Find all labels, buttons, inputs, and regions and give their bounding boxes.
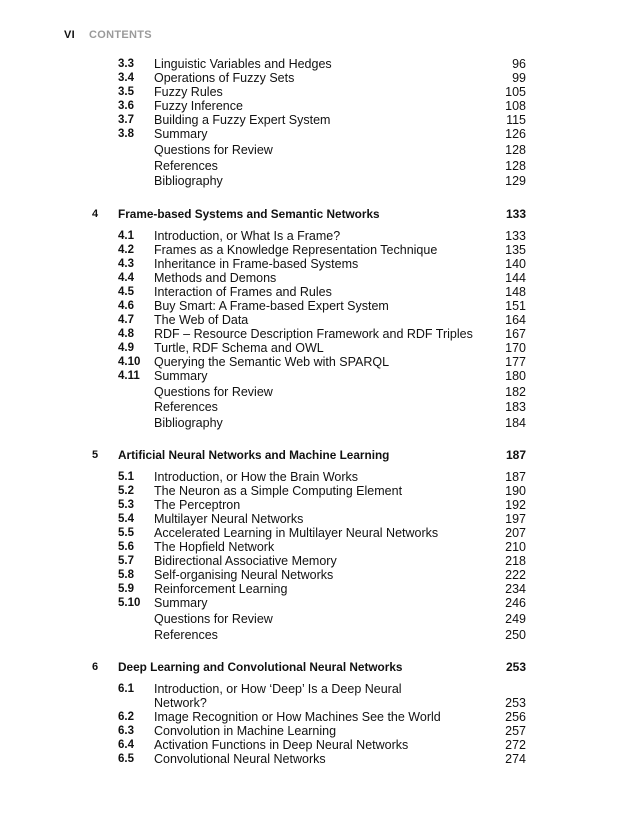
section-number: 5.1 [118, 471, 134, 483]
section-number: 5.7 [118, 555, 134, 567]
spacer [0, 190, 625, 207]
section-page: 99 [512, 71, 526, 85]
section-page: 126 [505, 127, 526, 141]
section-title: Introduction, or What Is a Frame? [154, 228, 341, 243]
section-page: 197 [505, 512, 526, 526]
chapter-page: 133 [505, 206, 526, 221]
section-page: 151 [505, 298, 526, 313]
section-page: 177 [505, 354, 526, 369]
section-page: 257 [505, 724, 526, 738]
section-number: 4.3 [118, 257, 134, 270]
section-title: Multilayer Neural Networks [154, 512, 304, 526]
backmatter-title: References [154, 627, 218, 642]
spacer [0, 674, 625, 682]
table-of-contents [0, 57, 625, 766]
toc-backmatter-entry[interactable] [0, 628, 625, 644]
section-page: 167 [505, 326, 526, 341]
toc-section-entry[interactable] [0, 752, 625, 766]
toc-section-entry[interactable] [0, 257, 625, 271]
toc-section-entry[interactable] [0, 127, 625, 141]
backmatter-title: Questions for Review [154, 143, 273, 157]
toc-chapter-entry[interactable] [0, 660, 625, 674]
toc-section-entry[interactable] [0, 313, 625, 327]
chapter-title: Artificial Neural Networks and Machine Learning [118, 448, 390, 462]
section-number: 4.7 [118, 313, 134, 326]
backmatter-page: 249 [505, 612, 526, 626]
section-page: 180 [505, 368, 526, 383]
toc-section-entry[interactable] [0, 484, 625, 498]
section-page: 234 [505, 582, 526, 596]
section-page: 192 [505, 498, 526, 512]
section-number: 4.11 [118, 369, 140, 382]
toc-section-entry-continued[interactable] [0, 696, 625, 710]
section-number: 6.4 [118, 739, 134, 751]
section-title: Accelerated Learning in Multilayer Neural Networks [154, 526, 439, 540]
chapter-page: 187 [505, 448, 526, 462]
backmatter-title: References [154, 158, 218, 173]
section-number: 5.9 [118, 583, 134, 595]
backmatter-page: 128 [505, 143, 526, 157]
section-title: Convolutional Neural Networks [154, 752, 326, 766]
chapter-title: Deep Learning and Convolutional Neural Networks [118, 660, 403, 674]
toc-section-entry[interactable] [0, 526, 625, 540]
section-page: 140 [505, 256, 526, 271]
toc-section-entry[interactable] [0, 582, 625, 596]
toc-chapter-entry[interactable] [0, 448, 625, 462]
section-number: 4.4 [118, 271, 134, 284]
toc-section-entry[interactable] [0, 243, 625, 257]
backmatter-page: 182 [505, 384, 526, 399]
section-title: Fuzzy Inference [154, 99, 243, 113]
section-number: 3.5 [118, 86, 134, 98]
toc-section-entry[interactable] [0, 682, 625, 696]
section-number: 3.8 [118, 128, 134, 140]
section-number: 3.3 [118, 58, 134, 70]
backmatter-title: References [154, 400, 218, 414]
section-number: 5.3 [118, 499, 134, 511]
section-page: 105 [505, 85, 526, 99]
toc-section-entry[interactable] [0, 71, 625, 85]
toc-section-entry[interactable] [0, 229, 625, 243]
section-page: 272 [505, 738, 526, 752]
section-page: 218 [505, 554, 526, 568]
section-page: 115 [506, 113, 526, 127]
section-number: 5.2 [118, 485, 134, 497]
section-title: Image Recognition or How Machines See the World [154, 710, 441, 724]
section-title: Bidirectional Associative Memory [154, 554, 337, 568]
backmatter-page: 129 [505, 174, 526, 188]
section-number: 4.10 [118, 355, 141, 368]
section-number: 4.2 [118, 243, 134, 256]
backmatter-page: 128 [505, 158, 526, 173]
toc-section-entry[interactable] [0, 113, 625, 127]
toc-section-entry[interactable] [0, 85, 625, 99]
section-title: Interaction of Frames and Rules [154, 284, 332, 299]
toc-section-entry[interactable] [0, 724, 625, 738]
toc-section-entry[interactable] [0, 540, 625, 554]
section-page: 256 [505, 710, 526, 724]
spacer [0, 431, 625, 448]
section-title: The Neuron as a Simple Computing Element [154, 484, 403, 498]
section-page: 133 [505, 228, 526, 243]
section-number: 4.9 [118, 341, 134, 354]
section-title: The Perceptron [154, 498, 241, 512]
section-title: Inheritance in Frame-based Systems [154, 256, 359, 271]
toc-section-entry[interactable] [0, 554, 625, 568]
section-number: 5.10 [118, 597, 141, 609]
backmatter-title: Questions for Review [154, 612, 273, 626]
section-number: 4.1 [118, 229, 134, 242]
section-page: 170 [505, 340, 526, 355]
section-number: 3.7 [118, 114, 134, 126]
toc-section-entry[interactable] [0, 470, 625, 484]
section-title: Self-organising Neural Networks [154, 568, 334, 582]
backmatter-page: 250 [505, 627, 526, 642]
section-title: Frames as a Knowledge Representation Technique [154, 242, 438, 257]
section-number: 6.2 [118, 711, 134, 723]
section-title: Fuzzy Rules [154, 85, 223, 99]
toc-backmatter-entry[interactable] [0, 159, 625, 175]
section-title: Querying the Semantic Web with SPARQL [154, 354, 390, 369]
toc-section-entry[interactable] [0, 568, 625, 582]
toc-section-entry[interactable] [0, 369, 625, 383]
spacer [0, 462, 625, 470]
toc-section-entry[interactable] [0, 57, 625, 71]
chapter-page: 253 [505, 660, 526, 674]
page-number: VI [64, 29, 75, 41]
toc-backmatter-entry[interactable] [0, 416, 625, 432]
section-number: 3.4 [118, 72, 134, 84]
toc-section-entry[interactable] [0, 738, 625, 752]
toc-backmatter-entry[interactable] [0, 174, 625, 190]
backmatter-title: Bibliography [154, 174, 223, 188]
backmatter-page: 183 [505, 400, 526, 414]
toc-backmatter-entry[interactable] [0, 385, 625, 401]
section-page: 148 [505, 284, 526, 299]
section-page: 96 [512, 57, 526, 71]
backmatter-title: Bibliography [154, 415, 223, 430]
section-page: 253 [505, 696, 526, 710]
running-header [64, 29, 152, 41]
toc-section-entry[interactable] [0, 271, 625, 285]
section-title: Reinforcement Learning [154, 582, 288, 596]
backmatter-title: Questions for Review [154, 384, 273, 399]
section-title: Operations of Fuzzy Sets [154, 71, 295, 85]
section-page: 210 [505, 540, 526, 554]
toc-section-entry[interactable] [0, 596, 625, 610]
section-title: Introduction, or How ‘Deep’ Is a Deep Neural [154, 682, 402, 696]
section-title: Convolution in Machine Learning [154, 724, 337, 738]
section-page: 274 [505, 752, 526, 766]
section-number: 5.4 [118, 513, 134, 525]
toc-backmatter-entry[interactable] [0, 143, 625, 159]
section-number: 5.5 [118, 527, 134, 539]
section-number: 6.5 [118, 753, 134, 765]
section-page: 207 [505, 526, 526, 540]
toc-section-entry[interactable] [0, 498, 625, 512]
section-title: Summary [154, 596, 208, 610]
section-number: 5.8 [118, 569, 134, 581]
section-title: Building a Fuzzy Expert System [154, 113, 331, 127]
spacer [0, 221, 625, 229]
section-page: 190 [505, 484, 526, 498]
section-number: 4.8 [118, 327, 134, 340]
toc-section-entry[interactable] [0, 285, 625, 299]
toc-chapter-entry[interactable] [0, 207, 625, 221]
section-page: 246 [505, 596, 526, 610]
chapter-number: 5 [92, 449, 99, 461]
section-title: Linguistic Variables and Hedges [154, 57, 332, 71]
toc-section-entry[interactable] [0, 355, 625, 369]
section-page: 164 [505, 312, 526, 327]
section-title: The Hopfield Network [154, 540, 275, 554]
toc-backmatter-entry[interactable] [0, 400, 625, 416]
section-title: Activation Functions in Deep Neural Networks [154, 738, 409, 752]
running-header-title: CONTENTS [89, 29, 152, 41]
chapter-number: 6 [92, 661, 99, 673]
section-title: Introduction, or How the Brain Works [154, 470, 359, 484]
section-title: RDF – Resource Description Framework and RDF Triples [154, 326, 473, 341]
section-number: 6.1 [118, 683, 134, 695]
spacer [0, 643, 625, 660]
chapter-title: Frame-based Systems and Semantic Networks [118, 206, 380, 221]
section-page: 144 [505, 270, 526, 285]
toc-section-entry[interactable] [0, 299, 625, 313]
section-page: 222 [505, 568, 526, 582]
toc-backmatter-entry[interactable] [0, 612, 625, 628]
section-title-continued: Network? [154, 696, 207, 710]
toc-section-entry[interactable] [0, 99, 625, 113]
backmatter-page: 184 [505, 415, 526, 430]
section-title: The Web of Data [154, 312, 249, 327]
section-page: 135 [505, 242, 526, 257]
section-number: 4.6 [118, 299, 134, 312]
toc-section-entry[interactable] [0, 512, 625, 526]
section-title: Summary [154, 127, 208, 141]
toc-section-entry[interactable] [0, 327, 625, 341]
section-number: 6.3 [118, 725, 134, 737]
section-title: Methods and Demons [154, 270, 277, 285]
section-title: Turtle, RDF Schema and OWL [154, 340, 324, 355]
section-number: 3.6 [118, 100, 134, 112]
section-page: 187 [505, 470, 526, 484]
section-number: 5.6 [118, 541, 134, 553]
section-title: Summary [154, 368, 208, 383]
section-page: 108 [505, 99, 526, 113]
toc-section-entry[interactable] [0, 710, 625, 724]
section-title: Buy Smart: A Frame-based Expert System [154, 298, 389, 313]
chapter-number: 4 [92, 207, 99, 220]
toc-section-entry[interactable] [0, 341, 625, 355]
section-number: 4.5 [118, 285, 134, 298]
